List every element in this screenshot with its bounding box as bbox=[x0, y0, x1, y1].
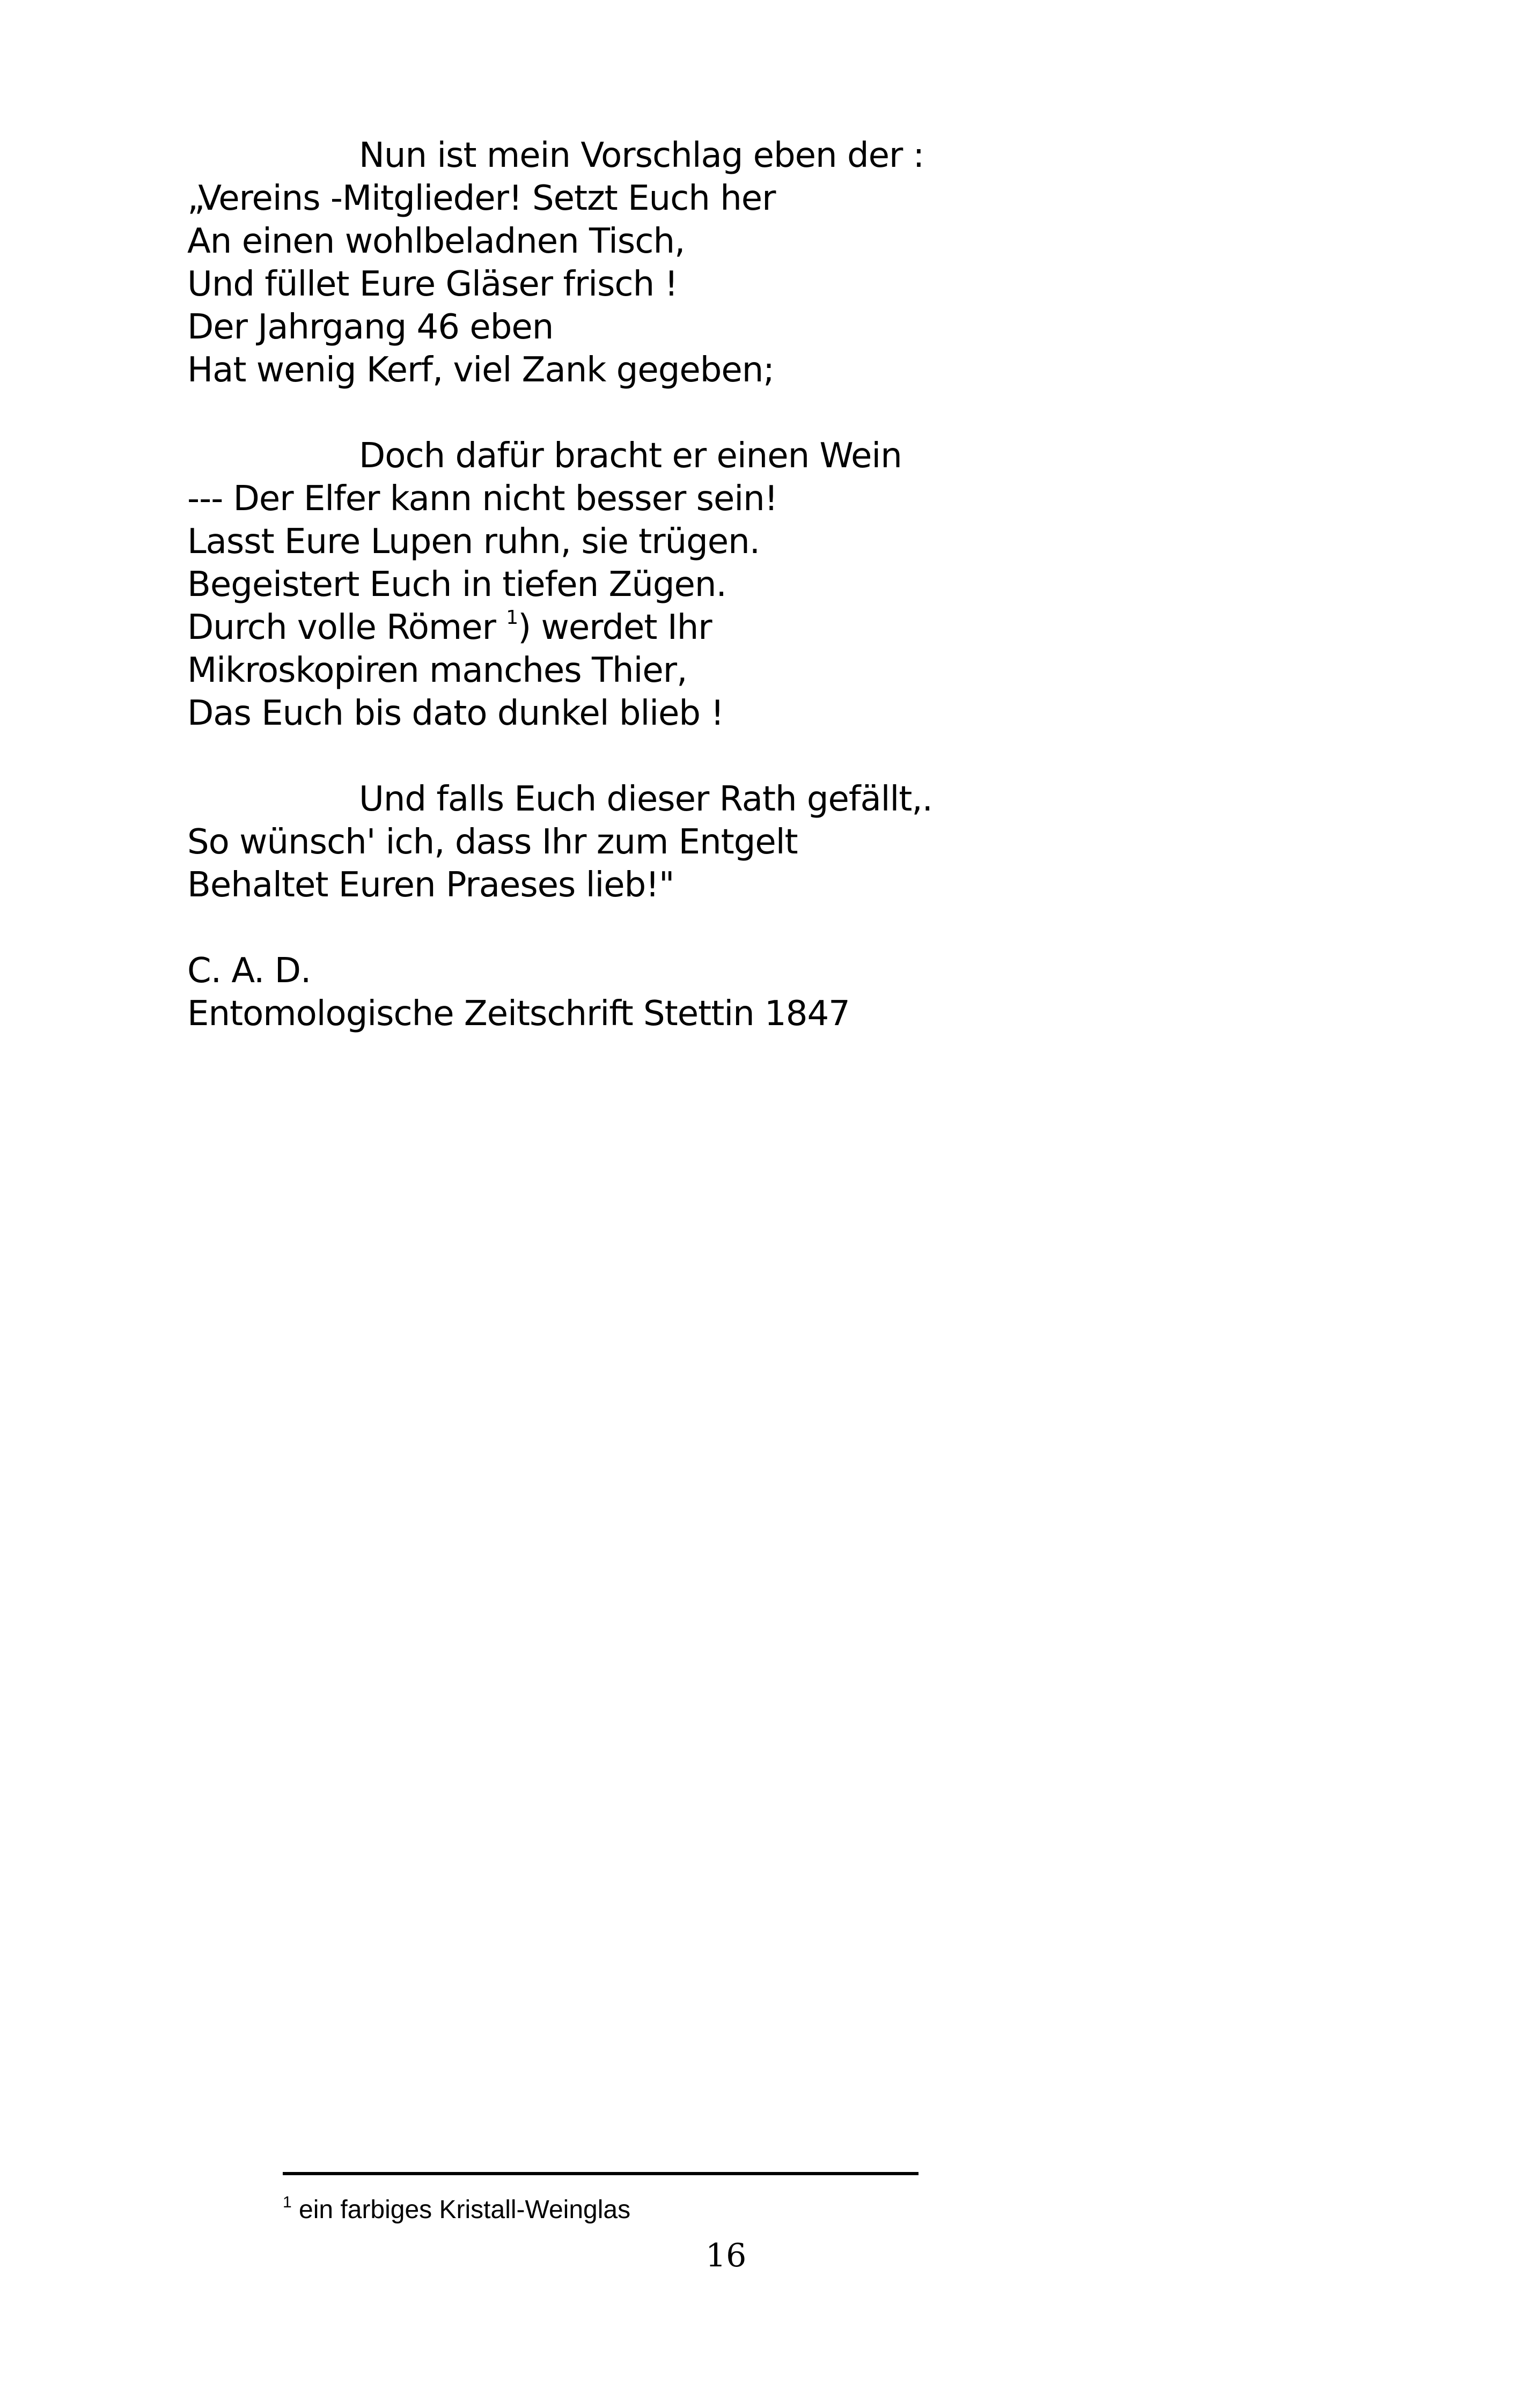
page-number: 16 bbox=[706, 2237, 747, 2274]
poem-line: Doch dafür bracht er einen Wein bbox=[359, 436, 902, 476]
footnote-separator bbox=[283, 2172, 919, 2175]
poem-line: Nun ist mein Vorschlag eben der : bbox=[359, 136, 924, 175]
footnote bbox=[283, 2194, 630, 2226]
footnote-mark: 1 bbox=[283, 2193, 292, 2211]
poem-line: Und falls Euch dieser Rath gefällt,. bbox=[359, 779, 932, 819]
poem-line-text: ) werdet Ihr bbox=[518, 608, 712, 647]
poem-line: Und füllet Eure Gläser frisch ! bbox=[187, 264, 678, 304]
stanza-2 bbox=[187, 435, 1314, 735]
poem-line: Mikroskopiren manches Thier, bbox=[187, 651, 687, 690]
footnote-reference: 1 bbox=[506, 607, 518, 629]
poem-line: Hat wenig Kerf, viel Zank gegeben; bbox=[187, 350, 774, 390]
poem bbox=[187, 134, 1314, 1078]
source-citation: Entomologische Zeitschrift Stettin 1847 bbox=[187, 994, 850, 1034]
poem-line: Das Euch bis dato dunkel blieb ! bbox=[187, 694, 724, 733]
poem-line: Begeistert Euch in tiefen Zügen. bbox=[187, 565, 726, 605]
poem-line: Lasst Eure Lupen ruhn, sie trügen. bbox=[187, 522, 760, 562]
poem-line: An einen wohlbeladnen Tisch, bbox=[187, 222, 685, 261]
poem-line: Behaltet Euren Praeses lieb!" bbox=[187, 865, 674, 905]
poem-line: --- Der Elfer kann nicht besser sein! bbox=[187, 479, 778, 519]
poem-line: So wünsch' ich, dass Ihr zum Entgelt bbox=[187, 822, 798, 862]
poem-line: „Vereins -Mitglieder! Setzt Euch her bbox=[187, 179, 776, 218]
stanza-3 bbox=[187, 778, 1314, 907]
stanza-1 bbox=[187, 134, 1314, 392]
poem-line: Der Jahrgang 46 eben bbox=[187, 307, 554, 347]
footnote-text: ein farbiges Kristall-Weinglas bbox=[291, 2196, 631, 2224]
poem-line-with-footnote bbox=[187, 606, 1314, 649]
author-initials: C. A. D. bbox=[187, 951, 311, 991]
signature-block bbox=[187, 949, 1314, 1035]
poem-line-text: Durch volle Römer bbox=[187, 608, 506, 647]
